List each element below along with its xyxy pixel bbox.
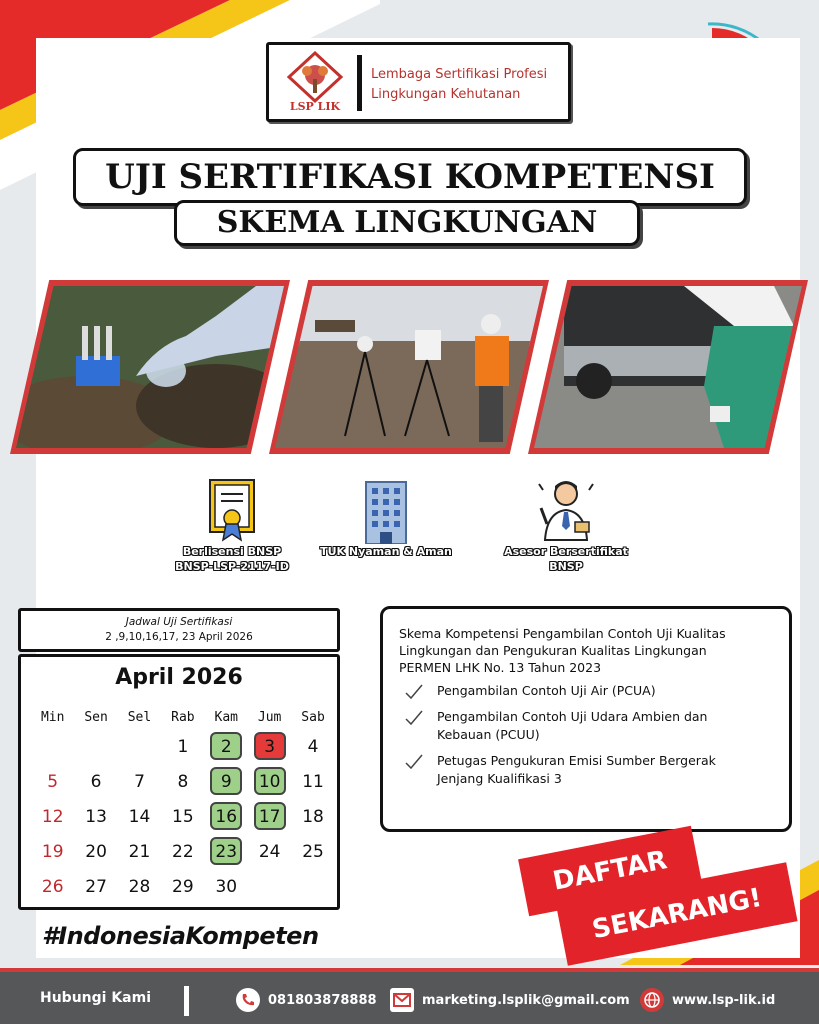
calendar-day[interactable] — [291, 837, 334, 867]
contact-email-text[interactable]: marketing.lsplik@gmail.com — [422, 992, 630, 1008]
skema-item-text: Pengambilan Contoh Uji Air (PCUA) — [437, 683, 656, 698]
photo-air-sampling — [275, 286, 543, 448]
skema-item-text: Pengambilan Contoh Uji Udara Ambien dan — [437, 709, 708, 724]
calendar-weekday: Sel — [127, 710, 152, 725]
calendar — [18, 654, 340, 910]
calendar-day[interactable] — [248, 767, 291, 797]
skema-list — [399, 682, 773, 788]
footer-contact-label: Hubungi Kami — [40, 990, 152, 1006]
feature-tuk-label: TUK Nyaman & Aman — [320, 545, 452, 558]
calendar-weekday-header — [31, 707, 335, 729]
feature-assessor — [486, 478, 646, 574]
contact-phone-text[interactable]: 081803878888 — [268, 992, 377, 1008]
calendar-day-number: 22 — [172, 841, 194, 862]
page-title-line2: SKEMA LINGKUNGAN — [174, 200, 640, 246]
calendar-day[interactable] — [291, 802, 334, 832]
checkmark-icon — [405, 710, 423, 726]
footer — [0, 968, 819, 1024]
calendar-day[interactable] — [161, 802, 204, 832]
calendar-day-number: 18 — [302, 806, 324, 827]
page-title-line1: UJI SERTIFIKASI KOMPETENSI — [73, 148, 747, 206]
contact-website-text[interactable]: www.lsp-lik.id — [672, 992, 776, 1008]
calendar-day-number: 23 — [210, 837, 242, 865]
calendar-day-number: 26 — [41, 876, 64, 897]
calendar-day-number: 10 — [254, 767, 286, 795]
calendar-body — [31, 729, 335, 904]
feature-license-number: BNSP-LSP-2117-ID — [175, 560, 289, 573]
schedule-box — [18, 608, 340, 652]
calendar-weekday: Jum — [257, 710, 282, 725]
calendar-week-row — [31, 869, 335, 904]
calendar-day[interactable] — [31, 767, 74, 797]
calendar-day[interactable] — [291, 767, 334, 797]
organization-name-line2: Lingkungan Kehutanan — [371, 87, 521, 102]
calendar-week-row — [31, 764, 335, 799]
calendar-day-number: 3 — [254, 732, 286, 760]
calendar-day[interactable] — [74, 802, 117, 832]
calendar-day[interactable] — [161, 732, 204, 762]
calendar-month: April 2026 — [115, 665, 243, 690]
skema-heading-line2: Lingkungan dan Pengukuran Kualitas Lingkungan — [399, 643, 707, 658]
calendar-day[interactable] — [118, 872, 161, 902]
calendar-day[interactable] — [118, 837, 161, 867]
skema-item-text: Petugas Pengukuran Emisi Sumber Bergerak — [437, 753, 716, 768]
register-button-line2[interactable]: SEKARANG! — [556, 862, 797, 966]
calendar-day-number: 24 — [258, 841, 281, 862]
calendar-week-row — [31, 799, 335, 834]
organization-name-line1: Lembaga Sertifikasi Profesi — [371, 67, 548, 82]
checkmark-icon — [405, 684, 423, 700]
calendar-day[interactable] — [248, 732, 291, 762]
calendar-day-number: 5 — [47, 771, 59, 792]
calendar-day-number: 19 — [41, 841, 64, 862]
calendar-day[interactable] — [161, 767, 204, 797]
schedule-dates: 2 ,9,10,16,17, 23 April 2026 — [105, 631, 253, 643]
email-icon — [390, 988, 414, 1012]
calendar-day-number: 15 — [172, 806, 194, 827]
calendar-day-number: 4 — [307, 736, 319, 757]
calendar-day[interactable] — [74, 872, 117, 902]
certificate-icon — [207, 478, 257, 544]
calendar-day[interactable] — [118, 767, 161, 797]
skema-item-text-line2: Jenjang Kualifikasi 3 — [437, 771, 562, 786]
calendar-day-number: 14 — [128, 806, 151, 827]
calendar-day[interactable] — [205, 837, 248, 867]
calendar-day[interactable] — [161, 872, 204, 902]
calendar-week-row — [31, 729, 335, 764]
calendar-day[interactable] — [74, 767, 117, 797]
footer-divider — [184, 986, 189, 1016]
calendar-weekday: Min — [40, 710, 65, 725]
contact-email[interactable] — [390, 988, 630, 1012]
calendar-week-row — [31, 834, 335, 869]
calendar-day — [248, 872, 291, 902]
calendar-day-number: 8 — [177, 771, 189, 792]
calendar-weekday: Sen — [84, 710, 108, 725]
calendar-day[interactable] — [205, 732, 248, 762]
calendar-day-number: 28 — [128, 876, 151, 897]
calendar-day — [74, 732, 117, 762]
calendar-day — [118, 732, 161, 762]
calendar-weekday: Kam — [214, 710, 238, 725]
calendar-day-number: 11 — [302, 771, 324, 792]
calendar-day[interactable] — [31, 872, 74, 902]
skema-heading — [399, 625, 773, 676]
calendar-day[interactable] — [118, 802, 161, 832]
feature-license-label: Berlisensi BNSP — [182, 545, 282, 558]
photo-water-sampling — [16, 286, 284, 448]
globe-icon — [640, 988, 664, 1012]
calendar-day-number: 25 — [302, 841, 324, 862]
calendar-day-number: 30 — [215, 876, 238, 897]
calendar-day — [31, 732, 74, 762]
calendar-grid — [31, 707, 335, 904]
calendar-day[interactable] — [31, 837, 74, 867]
phone-icon — [236, 988, 260, 1012]
calendar-day-number: 27 — [85, 876, 107, 897]
calendar-day[interactable] — [248, 837, 291, 867]
checkmark-icon — [405, 754, 423, 770]
logo-caption: LSP LIK — [289, 100, 341, 113]
calendar-day[interactable] — [248, 802, 291, 832]
skema-heading-line3: PERMEN LHK No. 13 Tahun 2023 — [399, 660, 602, 675]
skema-item — [399, 752, 773, 788]
schedule-title: Jadwal Uji Sertifikasi — [125, 616, 233, 628]
assessor-icon — [535, 478, 597, 544]
calendar-day-number: 2 — [210, 732, 242, 760]
calendar-day-number: 17 — [254, 802, 286, 830]
calendar-day-number: 12 — [41, 806, 64, 827]
feature-assessor-label: Asesor Bersertifikat BNSP — [504, 545, 628, 573]
building-icon — [360, 478, 412, 544]
calendar-day — [291, 872, 334, 902]
skema-item — [399, 682, 773, 700]
calendar-day-number: 1 — [177, 736, 189, 757]
calendar-day-number: 6 — [90, 771, 102, 792]
calendar-weekday: Sab — [301, 710, 325, 725]
skema-heading-line1: Skema Kompetensi Pengambilan Contoh Uji Kualitas — [399, 626, 726, 641]
calendar-day-number: 7 — [134, 771, 145, 792]
calendar-day[interactable] — [74, 837, 117, 867]
register-button-line1[interactable]: DAFTAR — [518, 826, 702, 917]
calendar-day[interactable] — [291, 732, 334, 762]
calendar-day[interactable] — [205, 767, 248, 797]
hashtag: #IndonesiaKompeten — [42, 922, 319, 950]
calendar-day-number: 16 — [210, 802, 242, 830]
calendar-day-number: 20 — [85, 841, 107, 862]
skema-item-text-line2: Kebauan (PCUU) — [437, 727, 540, 742]
calendar-day[interactable] — [31, 802, 74, 832]
photo-emission-testing — [534, 286, 802, 448]
skema-box — [380, 606, 792, 832]
calendar-day[interactable] — [205, 872, 248, 902]
calendar-day-number: 21 — [128, 841, 151, 862]
contact-phone[interactable] — [236, 988, 377, 1012]
calendar-day[interactable] — [205, 802, 248, 832]
contact-website[interactable] — [640, 988, 775, 1012]
feature-license — [152, 478, 312, 574]
logo-header — [266, 42, 571, 122]
feature-tuk — [306, 478, 466, 559]
skema-item — [399, 708, 773, 744]
calendar-day-number: 29 — [172, 876, 194, 897]
calendar-day[interactable] — [161, 837, 204, 867]
calendar-day-number: 9 — [210, 767, 242, 795]
calendar-weekday: Rab — [171, 710, 195, 725]
logo-divider — [357, 55, 362, 111]
calendar-day-number: 13 — [85, 806, 107, 827]
organization-name — [371, 65, 547, 105]
